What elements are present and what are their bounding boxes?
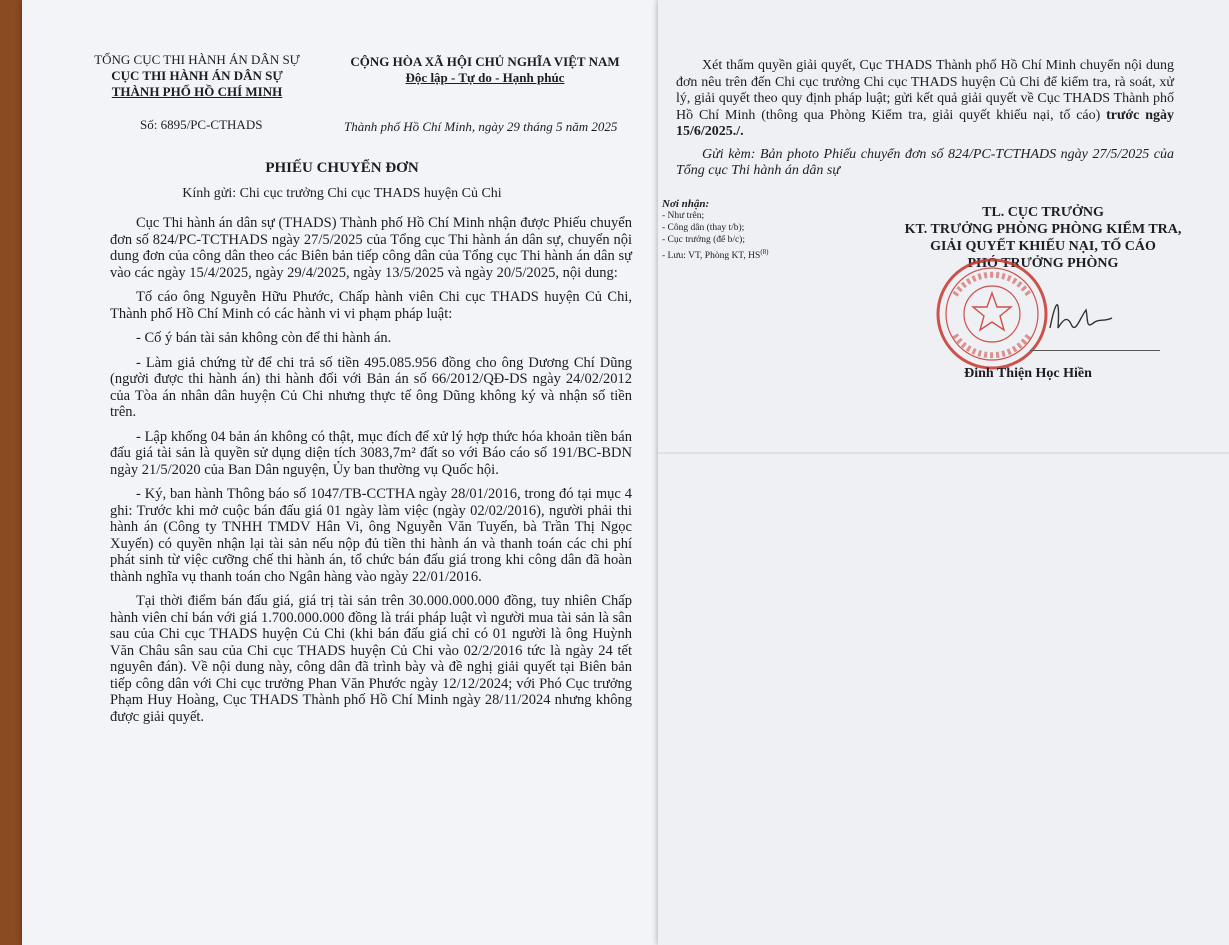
sign-line-1: TL. CỤC TRƯỞNG [982, 205, 1104, 220]
recipient-item: - Cục trưởng (để b/c); [662, 235, 745, 245]
recipient-item: - Như trên; [662, 211, 705, 221]
recipients-block [662, 198, 862, 262]
paragraph-8-main: Xét thẩm quyền giải quyết, Cục THADS Thành phố Hồ Chí Minh chuyển nội dung đơn nêu trên đến Chi cục trưởng Chi cục THADS huyện Củ Chi để kiểm tra, rà soát, xử lý, giải quyết theo quy định pháp luật; gửi kết quả giải quyết về Cục THADS Thành phố Hồ Chí Minh (thông qua Phòng Kiểm tra, giải quyết khiếu nại, tố cáo) [676, 58, 1174, 123]
sign-line-3: GIẢI QUYẾT KHIẾU NẠI, TỐ CÁO [930, 239, 1156, 254]
signature-underline [1030, 350, 1160, 351]
org-line-2: CỤC THI HÀNH ÁN DÂN SỰ [111, 68, 283, 83]
recipient-line: Kính gửi: Chi cục trưởng Chi cục THADS huyện Củ Chi [182, 186, 502, 201]
paragraph-1: Cục Thi hành án dân sự (THADS) Thành phố Hồ Chí Minh nhận được Phiếu chuyển đơn số 824/PC-TCTHADS ngày 27/5/2025 của Tổng cục Thi hành án dân sự, chuyển nội dung đơn của công dân theo các Biên bản tiếp công dân của Tổng cục Thi hành án dân sự vào các ngày 15/4/2025, ngày 29/4/2025, ngày 13/5/2025 và ngày 20/5/2025, nội dung: [110, 215, 632, 281]
recipient-superscript: (8) [760, 248, 769, 256]
place-date: Thành phố Hồ Chí Minh, ngày 29 tháng 5 năm 2025 [344, 119, 618, 134]
sign-line-4: PHÓ TRƯỞNG PHÒNG [967, 256, 1119, 271]
paragraph-4: - Làm giả chứng từ để chi trả số tiền 495.085.956 đồng cho ông Dương Chí Dũng (người được thi hành án) thi hành đối với Bản án số 66/2012/QĐ-DS ngày 24/02/2012 của Tòa án nhân dân huyện Củ Chi nhưng thực tế ông Dũng không ký và nhận số tiền trên. [110, 354, 632, 420]
nation-line-1: CỘNG HÒA XÃ HỘI CHỦ NGHĨA VIỆT NAM [350, 54, 620, 69]
document-title: PHIẾU CHUYỂN ĐƠN [265, 160, 419, 176]
recipients-title: Nơi nhận: [662, 198, 710, 210]
sign-line-2: KT. TRƯỞNG PHÒNG PHÒNG KIỂM TRA, [904, 222, 1182, 237]
paragraph-8-deadline: trước ngày 15/6/2025./. [676, 107, 1174, 139]
paragraph-7: Tại thời điểm bán đấu giá, giá trị tài sản trên 30.000.000.000 đồng, tuy nhiên Chấp hành viên chỉ bán với giá 1.700.000.000 đồng là trái pháp luật vì người mua tài sản là sân sau của Chi cục THADS huyện Củ Chi (khi bán đấu giá chỉ có 01 người là ông Huỳnh Văn Châu sân sau của Chi cục THADS huyện Củ Chi vào 02/2/2016 tức là ngày 24 tết nguyên đán). Về nội dung này, công dân đã trình bày và đề nghị giải quyết tại Biên bản tiếp công dân với Chi cục trưởng Phan Văn Phước ngày 12/12/2024; với Phó Cục trưởng Phạm Huy Hoàng, Cục THADS Thành phố Hồ Chí Minh ngày 28/11/2024 nhưng không được giải quyết. [110, 593, 632, 725]
handwritten-signature [1046, 288, 1116, 348]
paragraph-2: Tố cáo ông Nguyễn Hữu Phước, Chấp hành viên Chi cục THADS huyện Củ Chi, Thành phố Hồ Chí Minh có các hành vi vi phạm pháp luật: [110, 289, 632, 322]
document-number: Số: 6895/PC-CTHADS [140, 117, 263, 132]
paragraph-6: - Ký, ban hành Thông báo số 1047/TB-CCTHA ngày 28/01/2016, trong đó tại mục 4 ghi: Trước khi mở cuộc bán đấu giá 01 ngày làm việc (ngày 02/02/2016), người phải thi hành án (Công ty TNHH TMDV Hân Vi, ông Nguyễn Văn Tuyến, bà Trần Thị Ngọc Xuyến) có quyền nhận lại tài sản nếu nộp đủ tiền thi hành án và thanh toán các chi phí phát sinh từ việc cưỡng chế thi hành án, tổ chức bán đấu giá trong khi công dân đã hoàn thành nghĩa vụ thanh toán cho Ngân hàng vào ngày 22/01/2016. [110, 486, 632, 585]
issuing-org-block [82, 52, 312, 100]
national-motto-block [340, 54, 630, 86]
attachment-note: Gửi kèm: Bản photo Phiếu chuyển đơn số 824/PC-TCTHADS ngày 27/5/2025 của Tổng cục Thi hành án dân sự [676, 146, 1174, 178]
paragraph-8 [676, 58, 1174, 141]
document-body-right [676, 58, 1174, 180]
document-page-left [22, 0, 662, 945]
org-line-1: TỔNG CỤC THI HÀNH ÁN DÂN SỰ [94, 52, 300, 67]
paragraph-3: - Cố ý bán tài sản không còn để thi hành án. [136, 330, 392, 346]
document-page-right [658, 0, 1229, 945]
org-line-3: THÀNH PHỐ HỒ CHÍ MINH [111, 84, 283, 99]
nation-line-2: Độc lập - Tự do - Hạnh phúc [405, 70, 565, 85]
signer-name: Đinh Thiện Học Hiền [964, 366, 1092, 381]
official-red-stamp-seal [933, 255, 1051, 373]
recipient-item: - Công dân (thay t/b); [662, 223, 745, 233]
document-body-left [110, 215, 632, 725]
paragraph-5: - Lập khống 04 bản án không có thật, mục đích để xử lý hợp thức hóa khoản tiền bán đấu giá tài sản là quyền sử dụng diện tích 3083,7m² đất so với Báo cáo số 191/BC-BDN ngày 21/5/2020 của Ban Dân nguyện, Ủy ban thường vụ Quốc hội. [110, 428, 632, 478]
recipient-item: - Lưu: VT, Phòng KT, HS$^{(8)}$ [662, 248, 769, 262]
